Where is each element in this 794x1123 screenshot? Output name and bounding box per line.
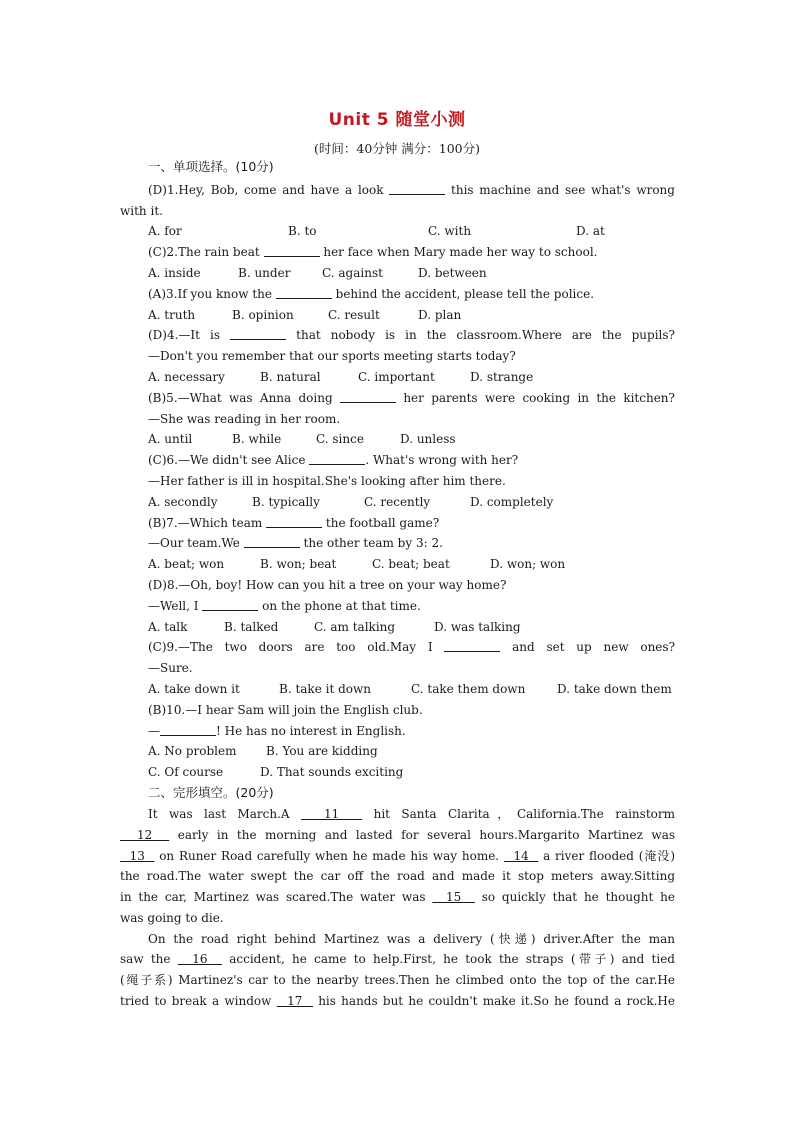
question-9-options: A. take down it B. take it down C. take them down D. take down them xyxy=(148,682,672,696)
cloze-blank-14: 14 xyxy=(503,849,539,863)
answer-blank xyxy=(309,450,365,465)
answer-blank xyxy=(264,242,320,257)
question-5-line: (B)5.—What was Anna doing her parents were cooking in the kitchen? xyxy=(148,388,675,409)
question-7-line-2: —Our team.We the other team by 3: 2. xyxy=(148,533,675,554)
question-2-options: A. inside B. under C. against D. between xyxy=(148,266,487,280)
answer-blank xyxy=(340,388,396,403)
answer-blank xyxy=(202,596,258,611)
cloze-blank-17: 17 xyxy=(276,994,313,1008)
section-heading-choice: 一、单项选择。(10分) xyxy=(148,159,274,174)
cloze-paragraph-2-line-4: tried to break a window 17 his hands but he couldn't make it.So he found a rock.He xyxy=(120,994,675,1008)
cloze-blank-13: 13 xyxy=(120,849,155,863)
question-10-options: A. No problem B. You are kidding xyxy=(148,744,378,758)
question-6-line: (C)6.—We didn't see Alice . What's wrong with her? xyxy=(148,450,675,471)
question-8-options: A. talk B. talked C. am talking D. was talking xyxy=(148,620,521,634)
question-3-line: (A)3.If you know the behind the accident, please tell the police. xyxy=(148,284,675,305)
page-subtitle: (时间：40分钟 满分：100分) xyxy=(314,141,480,156)
cloze-paragraph-1-line-1: It was last March.A 11 hit Santa Clarita，California.The rainstorm xyxy=(148,807,675,821)
question-2-line: (C)2.The rain beat her face when Mary made her way to school. xyxy=(148,242,675,263)
question-4-line-2: —Don't you remember that our sports meeting starts today? xyxy=(148,349,516,363)
cloze-paragraph-1-line-2: 12 early in the morning and lasted for several hours.Margarito Martinez was xyxy=(120,828,675,842)
cloze-blank-12: 12 xyxy=(120,828,170,842)
answer-blank xyxy=(230,325,286,340)
cloze-paragraph-1-line-5: in the car, Martinez was scared.The water was 15 so quickly that he thought he xyxy=(120,890,675,904)
cloze-paragraph-2-line-2: saw the 16 accident, he came to help.First, he took the straps (带子) and tied xyxy=(120,952,675,966)
answer-blank xyxy=(160,721,216,736)
cloze-blank-11: 11 xyxy=(301,807,363,821)
question-6-options: A. secondly B. typically C. recently D. completely xyxy=(148,495,554,509)
answer-blank xyxy=(444,637,500,652)
cloze-paragraph-1-line-6: was going to die. xyxy=(120,911,224,925)
question-5-line-2: —She was reading in her room. xyxy=(148,412,341,426)
question-9-line: (C)9.—The two doors are too old.May I and set up new ones? xyxy=(148,637,675,658)
cloze-paragraph-1-line-3: 13 on Runer Road carefully when he made his way home. 14 a river flooded (淹没) xyxy=(120,849,675,863)
question-4-options: A. necessary B. natural C. important D. strange xyxy=(148,370,534,384)
question-10-line: (B)10.—I hear Sam will join the English club. xyxy=(148,703,423,717)
cloze-paragraph-2-line-1: On the road right behind Martinez was a delivery (快递) driver.After the man xyxy=(148,932,675,946)
answer-blank xyxy=(266,513,322,528)
question-7-options: A. beat; won B. won; beat C. beat; beat D. won; won xyxy=(148,557,566,571)
page-title: Unit 5 随堂小测 xyxy=(328,110,466,130)
cloze-paragraph-2-line-3: (绳子系) Martinez's car to the nearby trees.Then he climbed onto the top of the car.He xyxy=(120,973,675,987)
question-1-options: A. for B. to C. with D. at xyxy=(148,224,605,238)
question-10-options-2: C. Of course D. That sounds exciting xyxy=(148,765,404,779)
cloze-blank-16: 16 xyxy=(177,952,222,966)
answer-blank xyxy=(276,284,332,299)
question-7-line: (B)7.—Which team the football game? xyxy=(148,513,675,534)
cloze-paragraph-1-line-4: the road.The water swept the car off the road and made it stop meters away.Sitting xyxy=(120,869,675,883)
question-10-line-2: — ! He has no interest in English. xyxy=(148,721,675,742)
question-6-line-2: —Her father is ill in hospital.She's looking after him there. xyxy=(148,474,506,488)
question-8-line: (D)8.—Oh, boy! How can you hit a tree on your way home? xyxy=(148,578,507,592)
question-5-options: A. until B. while C. since D. unless xyxy=(148,432,456,446)
question-1-line: (D)1.Hey, Bob, come and have a look this machine and see what's wrong xyxy=(148,180,675,201)
question-9-line-2: —Sure. xyxy=(148,661,193,675)
answer-blank xyxy=(389,180,445,195)
question-4-line: (D)4.—It is that nobody is in the classroom.Where are the pupils? xyxy=(148,325,675,346)
answer-blank xyxy=(244,533,300,548)
cloze-blank-15: 15 xyxy=(432,890,475,904)
question-8-line-2: —Well, I on the phone at that time. xyxy=(148,596,675,617)
section-heading-cloze: 二、完形填空。(20分) xyxy=(148,785,274,800)
question-3-options: A. truth B. opinion C. result D. plan xyxy=(148,308,462,322)
question-1-line-2: with it. xyxy=(120,204,163,218)
